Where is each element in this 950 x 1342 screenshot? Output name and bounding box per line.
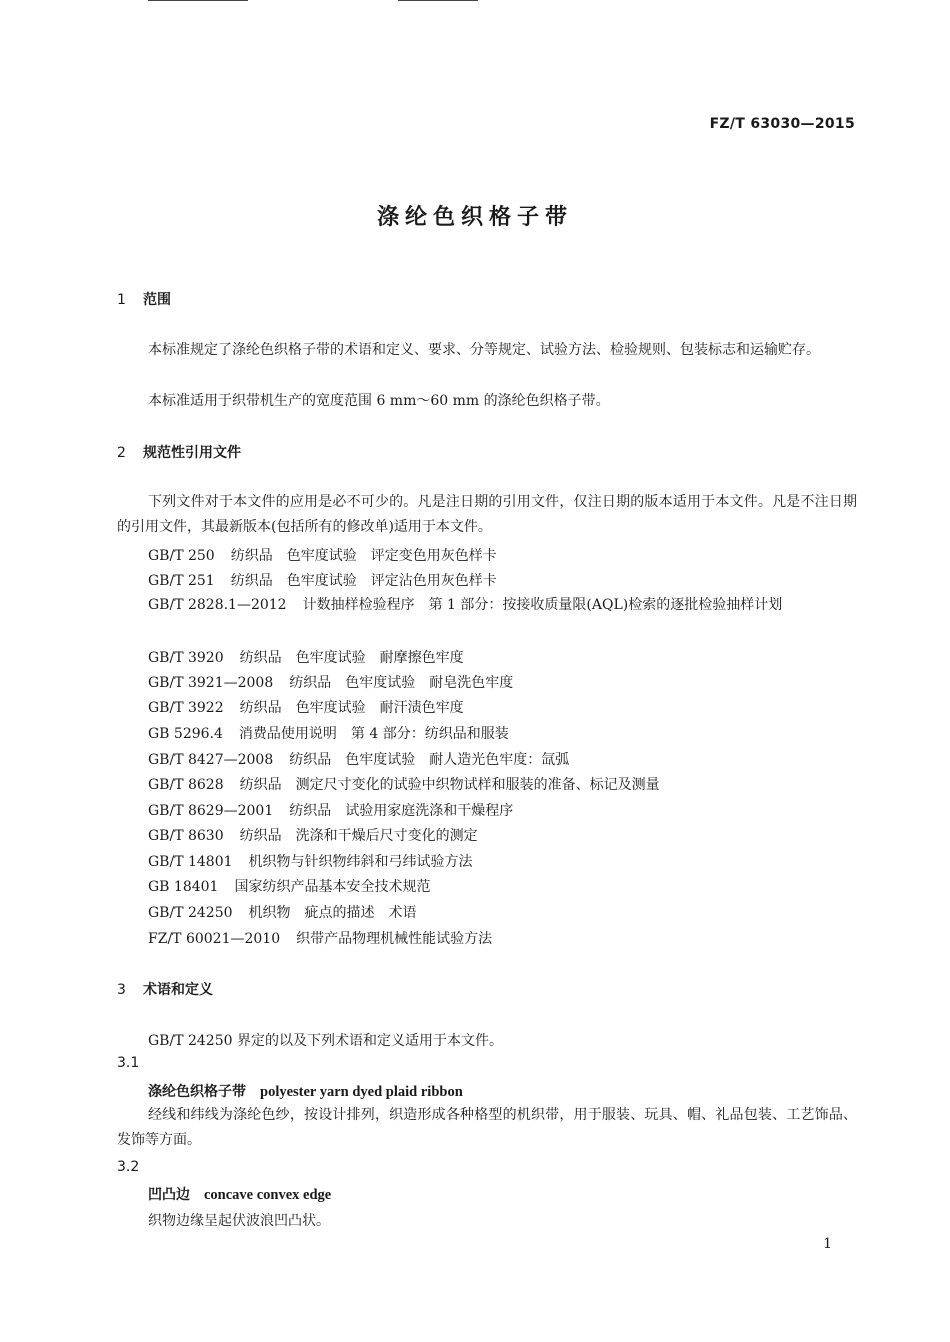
reference-item (148, 851, 473, 871)
reference-code: GB/T 8628 (148, 777, 224, 793)
reference-code: GB 5296.4 (148, 726, 223, 742)
reference-code: GB 18401 (148, 879, 219, 895)
reference-item (117, 593, 857, 618)
reference-title: 计数抽样检验程序 第 1 部分：按接收质量限(AQL)检索的逐批检验抽样计划 (302, 597, 783, 613)
reference-code: FZ/T 60021—2010 (148, 931, 281, 947)
section-heading (117, 289, 171, 309)
reference-code: GB/T 8630 (148, 828, 224, 844)
page-number: 1 (823, 1236, 832, 1252)
reference-title: 机织物 疵点的描述 术语 (248, 905, 417, 921)
term-zh: 涤纶色织格子带 (148, 1084, 246, 1100)
section-title: 术语和定义 (143, 982, 213, 998)
paragraph: GB/T 24250 界定的以及下列术语和定义适用于本文件。 (148, 1033, 503, 1049)
term-en: polyester yarn dyed plaid ribbon (260, 1084, 463, 1100)
reference-item (148, 774, 660, 794)
paragraph: 下列文件对于本文件的应用是必不可少的。凡是注日期的引用文件，仅注日期的版本适用于本文件。凡是不注日期的引用文件，其最新版本(包括所有的修改单)适用于本文件。 (117, 494, 857, 535)
term-entry (148, 1184, 331, 1204)
reference-title: 纺织品 洗涤和干燥后尺寸变化的测定 (239, 828, 478, 844)
reference-title: 纺织品 试验用家庭洗涤和干燥程序 (289, 803, 514, 819)
reference-title: 纺织品 色牢度试验 评定变色用灰色样卡 (230, 548, 497, 564)
reference-title: 纺织品 测定尺寸变化的试验中织物试样和服装的准备、标记及测量 (239, 777, 660, 793)
clause-number: 3.2 (117, 1159, 140, 1175)
paragraph: 本标准规定了涤纶色织格子带的术语和定义、要求、分等规定、试验方法、检验规则、包装标志和运输贮存。 (148, 342, 820, 358)
reference-item (148, 825, 478, 845)
reference-code: GB/T 14801 (148, 854, 233, 870)
reference-item (148, 876, 430, 896)
reference-code: GB/T 3921—2008 (148, 675, 274, 691)
reference-item (148, 697, 464, 717)
reference-code: GB/T 8629—2001 (148, 803, 274, 819)
page-title: 涤纶色织格子带 (376, 205, 573, 230)
reference-title: 纺织品 色牢度试验 耐汗渍色牢度 (239, 700, 464, 716)
reference-item (148, 570, 497, 590)
paragraph: 本标准适用于织带机生产的宽度范围 6 mm～60 mm 的涤纶色织格子带。 (148, 393, 610, 409)
reference-code: GB/T 251 (148, 573, 215, 589)
clause-number: 3.1 (117, 1055, 140, 1071)
reference-code: GB/T 250 (148, 548, 215, 564)
reference-item (148, 672, 513, 692)
section-heading (117, 979, 213, 999)
reference-code: GB/T 8427—2008 (148, 752, 274, 768)
term-entry (148, 1081, 463, 1101)
reference-title: 纺织品 色牢度试验 耐人造光色牢度：氙弧 (289, 752, 570, 768)
section-title: 规范性引用文件 (143, 445, 241, 461)
reference-code: GB/T 3920 (148, 650, 224, 666)
reference-code: GB/T 3922 (148, 700, 224, 716)
document-code: FZ/T 63030—2015 (709, 116, 855, 132)
reference-title: 纺织品 色牢度试验 耐皂洗色牢度 (289, 675, 514, 691)
term-definition: 经线和纬线为涤纶色纱，按设计排列，织造形成各种格型的机织带，用于服装、玩具、帽、礼品包装、工艺饰品、发饰等方面。 (117, 1107, 857, 1148)
scan-artifact-line (148, 0, 248, 1)
reference-title: 纺织品 色牢度试验 评定沾色用灰色样卡 (230, 573, 497, 589)
term-zh: 凹凸边 (148, 1187, 190, 1203)
section-title: 范围 (143, 292, 171, 308)
reference-item (148, 928, 492, 948)
reference-item (148, 800, 513, 820)
reference-code: GB/T 24250 (148, 905, 233, 921)
section-number: 3 (117, 982, 126, 998)
reference-title: 纺织品 色牢度试验 耐摩擦色牢度 (239, 650, 464, 666)
reference-item (148, 647, 464, 667)
term-definition: 织物边缘呈起伏波浪凹凸状。 (148, 1213, 330, 1229)
reference-title: 消费品使用说明 第 4 部分：纺织品和服装 (238, 726, 509, 742)
reference-title: 机织物与针织物纬斜和弓纬试验方法 (248, 854, 473, 870)
reference-item (148, 902, 417, 922)
reference-item (148, 749, 569, 769)
reference-item (148, 545, 497, 565)
reference-code: GB/T 2828.1—2012 (148, 597, 287, 613)
scan-artifact-line (398, 0, 478, 1)
reference-title: 国家纺织产品基本安全技术规范 (234, 879, 431, 895)
section-number: 2 (117, 445, 126, 461)
reference-title: 织带产品物理机械性能试验方法 (296, 931, 493, 947)
section-number: 1 (117, 292, 126, 308)
reference-item (148, 723, 509, 743)
section-heading (117, 442, 241, 462)
term-en: concave convex edge (204, 1187, 332, 1203)
